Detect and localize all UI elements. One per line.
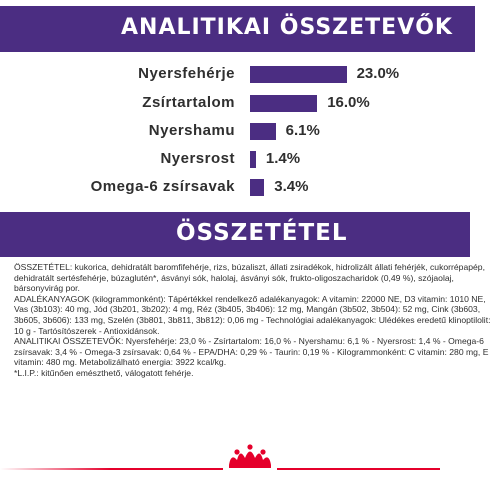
nutrient-bar-ash xyxy=(250,123,276,140)
analytical-title: ANALITIKAI ÖSSZETEVŐK xyxy=(121,15,453,40)
additives-paragraph: ADALÉKANYAGOK (kilogrammonként): Tápértékkel rendelkező adalékanyagok: A vitamin: 22000 NE, D3 vitamin: 1010 NE, Vas (3b103): 40 mg, Jód (3b201, 3b202): 4 mg, Réz (3b405, 3b406): 12 mg, Mangán (3b502, 3b504): 52 mg, Cink (3b603, 3b605, 3b606): 133 mg, Szelén (3b801, 3b811, 3b812): 0,06 mg - Technológiai adalékanyagok: Ulédékes eredetű klinoptilolit: 10 g - Tartósítószerek - Antioxidánsok. xyxy=(14,293,491,336)
nutrient-value: 16.0% xyxy=(327,94,370,111)
royal-canin-crown-icon xyxy=(223,443,277,471)
composition-title: ÖSSZETÉTEL xyxy=(176,220,348,246)
nutrient-label: Omega-6 zsírsavak xyxy=(90,178,235,195)
analytical-paragraph: ANALITIKAI ÖSSZETEVŐK: Nyersfehérje: 23,0 % - Zsírtartalom: 16,0 % - Nyershamu: 6,1 % - Nyersrost: 1,4 % - Omega-6 zsírsavak: 3,4 % - Omega-3 zsírsavak: 0,64 % - EPA/DHA: 0,29 % - Taurin: 0,19 % - Kilogrammonként: C vitamin: 280 mg, E vitamin: 480 mg. Metabolizálható energia: 3922 kcal/kg. xyxy=(14,336,489,368)
footer-red-line xyxy=(0,468,440,470)
nutrient-bar-omega6 xyxy=(250,179,264,196)
nutrient-label: Nyersfehérje xyxy=(138,65,235,82)
composition-text-block xyxy=(14,262,492,379)
nutrient-value: 1.4% xyxy=(265,150,301,167)
ingredients-paragraph: ÖSSZETÉTEL: kukorica, dehidratált baromfifehérje, rizs, búzaliszt, állati zsiradékok, hidrolizált állati fehérjék, cukorrépapép, dehidratált sertésfehérje, búzaglutén*, ásványi sók, halolaj, ásványi sók, frukto-oligoszacharidok (0,49 %), szójaolaj, bársonyvirág por. xyxy=(14,262,485,294)
nutrient-label: Nyershamu xyxy=(148,122,235,139)
nutrient-value: 3.4% xyxy=(274,178,309,195)
nutrient-bar-fibre xyxy=(250,151,256,168)
lip-footnote: *L.I.P.: kitűnően emészthető, válogatott fehérje. xyxy=(14,367,194,378)
nutrient-value: 23.0% xyxy=(356,65,400,82)
nutrient-value: 6.1% xyxy=(285,122,320,139)
analytical-header-band xyxy=(0,6,475,52)
nutrient-label: Zsírtartalom xyxy=(142,94,235,111)
nutrient-bar-fat xyxy=(250,95,317,112)
composition-header-band xyxy=(0,212,470,257)
nutrient-label: Nyersrost xyxy=(160,150,235,167)
nutrient-bar-protein xyxy=(250,66,347,83)
